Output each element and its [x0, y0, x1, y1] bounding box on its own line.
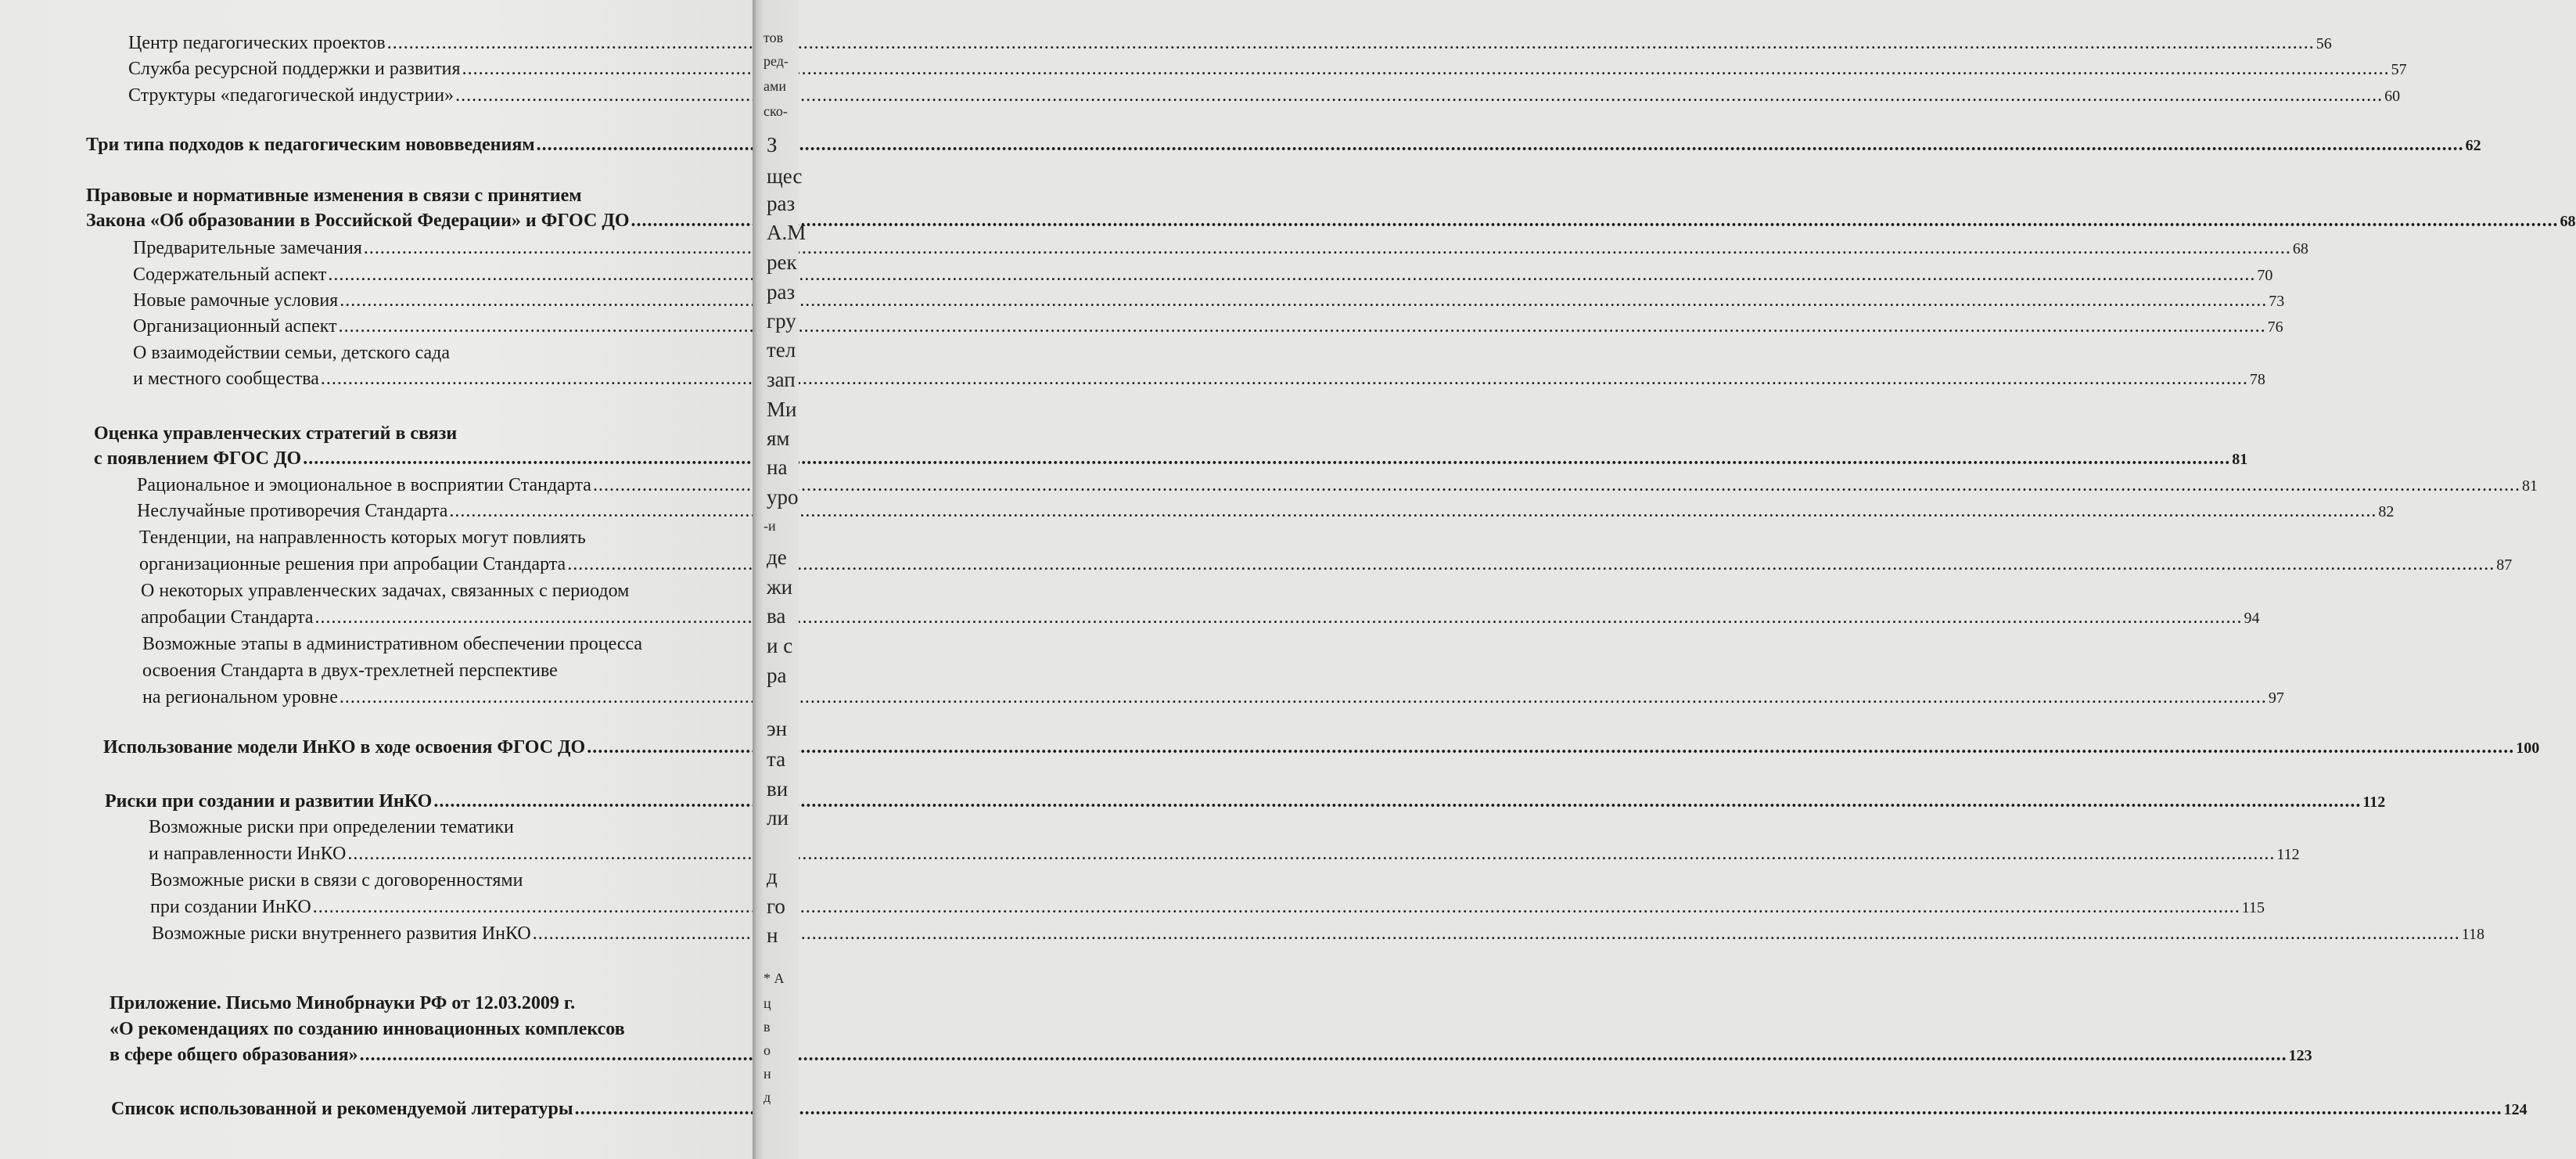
toc-leader-dots — [339, 316, 2266, 337]
toc-leader-dots — [449, 501, 2377, 522]
toc-entry-title-line: на региональном уровне — [142, 687, 338, 707]
adjacent-text-fragment: -и — [763, 518, 776, 534]
toc-leader-dots — [567, 554, 2495, 575]
toc-leader-dots — [631, 211, 2559, 232]
toc-section-title-line: Закона «Об образовании в Российской Федерации» и ФГОС ДО — [86, 211, 630, 231]
toc-leader-dots — [575, 1099, 2502, 1120]
toc-entry-title: Служба ресурсной поддержки и развития — [128, 59, 461, 79]
adjacent-page-edge — [753, 0, 807, 1159]
toc-page-number: 112 — [2276, 846, 2300, 863]
toc-entry-title-line[interactable]: Тенденции, на направленность которых могут повлиять — [139, 527, 586, 548]
adjacent-text-fragment: зап — [767, 368, 796, 391]
toc-entry-title-line[interactable]: Возможные этапы в административном обеспечении процесса — [142, 634, 643, 654]
toc-section-title: Использование модели ИнКО в ходе освоения ФГОС ДО — [103, 737, 586, 758]
toc-page-number: 97 — [2268, 689, 2284, 707]
toc-entry-title-line: и местного сообщества — [133, 369, 319, 389]
adjacent-text-fragment: ами — [763, 78, 787, 94]
toc-leader-dots — [593, 475, 2520, 496]
toc-page-number: 56 — [2316, 35, 2332, 52]
adjacent-text-fragment: д — [767, 865, 778, 888]
toc-page-number: 94 — [2244, 610, 2260, 627]
toc-entry-title-line[interactable]: О некоторых управленческих задачах, связанных с периодом — [141, 581, 630, 601]
toc-leader-dots — [462, 59, 2390, 80]
adjacent-text-fragment: и с — [767, 634, 793, 657]
adjacent-text-fragment: эн — [767, 717, 788, 740]
toc-page-number: 81 — [2521, 477, 2538, 495]
toc-page-number: 118 — [2461, 926, 2484, 943]
toc-entry[interactable] — [133, 265, 2273, 286]
adjacent-text-fragment: рек — [767, 250, 797, 274]
toc-entry-title-line[interactable]: Возможные риски при определении тематики — [149, 817, 514, 837]
toc-section[interactable] — [105, 791, 2386, 812]
toc-section-title: Риски при создании и развитии ИнКО — [105, 791, 433, 812]
toc-section-title-line: с появлением ФГОС ДО — [94, 448, 302, 469]
toc-entry-title: Структуры «педагогической индустрии» — [128, 85, 454, 106]
adjacent-text-fragment: на — [767, 455, 788, 479]
toc-entry-title: Организационный аспект — [133, 316, 337, 337]
toc-entry[interactable] — [137, 475, 2538, 496]
toc-section[interactable] — [111, 1099, 2527, 1120]
toc-leader-dots — [587, 737, 2514, 758]
adjacent-text-fragment: А.М — [767, 221, 807, 244]
adjacent-text-fragment: тов — [763, 30, 784, 45]
toc-section[interactable] — [103, 737, 2540, 758]
adjacent-text-fragment: ям — [767, 427, 790, 450]
toc-entry-title-line[interactable]: Возможные риски в связи с договоренностями — [150, 870, 523, 891]
toc-leader-dots — [433, 791, 2361, 812]
toc-entry-title-line: при создании ИнКО — [150, 897, 311, 917]
adjacent-text-fragment: ц — [763, 995, 771, 1011]
toc-page-number: 62 — [2465, 137, 2481, 154]
toc-section-title-line[interactable]: «О рекомендациях по созданию инновационных комплексов — [110, 1019, 625, 1039]
toc-entry-title-line: апробации Стандарта — [141, 607, 314, 628]
toc-leader-dots — [303, 448, 2230, 470]
toc-entry-title-line[interactable]: О взаимодействии семьи, детского сада — [133, 343, 451, 363]
toc-page-number: 68 — [2560, 213, 2576, 230]
toc-section-title-line[interactable]: Оценка управленческих стратегий в связи — [94, 423, 458, 444]
toc-page-number: 76 — [2267, 319, 2283, 336]
adjacent-text-fragment: жи — [767, 575, 793, 599]
toc-leader-dots — [340, 290, 2267, 311]
toc-leader-dots — [537, 135, 2464, 156]
toc-page-number: 68 — [2292, 240, 2308, 257]
toc-section-title-line[interactable]: Правовые и нормативные изменения в связи с принятием — [86, 185, 582, 206]
adjacent-text-fragment: ско- — [763, 103, 788, 119]
toc-page-number: 73 — [2269, 293, 2285, 310]
adjacent-text-fragment: тел — [767, 338, 796, 362]
toc-page-number: 78 — [2249, 371, 2265, 388]
toc-entry[interactable] — [128, 33, 2332, 54]
toc-entry-title: Рациональное и эмоциональное в восприятии Стандарта — [137, 475, 591, 495]
adjacent-text-fragment: Ми — [767, 398, 797, 421]
toc-page-number: 60 — [2384, 88, 2401, 105]
adjacent-text-fragment: З — [767, 133, 778, 157]
toc-section-title: Три типа подходов к педагогическим нововведениям — [86, 135, 535, 155]
toc-section-title-line: в сфере общего образования» — [110, 1045, 358, 1065]
adjacent-text-fragment: раз — [767, 192, 796, 215]
toc-section[interactable] — [86, 135, 2481, 156]
toc-section[interactable] — [86, 211, 2576, 232]
toc-leader-dots — [533, 923, 2460, 945]
adjacent-text-fragment: ви — [767, 777, 789, 801]
toc-leader-dots — [315, 607, 2243, 628]
adjacent-text-fragment: го — [767, 894, 785, 918]
adjacent-text-fragment: щес — [767, 164, 803, 188]
toc-page-number: 124 — [2503, 1101, 2527, 1118]
toc-page-number: 70 — [2257, 267, 2273, 284]
adjacent-text-fragment: гру — [767, 309, 796, 333]
toc-leader-dots — [340, 687, 2267, 708]
toc-entry-title: Предварительные замечания — [133, 238, 362, 258]
toc-page-number: 82 — [2378, 503, 2395, 520]
toc-entry-title-line: и направленности ИнКО — [149, 844, 347, 864]
adjacent-text-fragment: в — [763, 1019, 771, 1035]
toc-entry[interactable] — [152, 923, 2484, 945]
toc-page-number: 115 — [2241, 899, 2265, 916]
adjacent-text-fragment: н — [763, 1066, 771, 1082]
toc-entry[interactable] — [149, 844, 2300, 865]
toc-page-number: 100 — [2516, 740, 2540, 757]
toc-leader-dots — [321, 369, 2248, 390]
adjacent-text-fragment: ли — [767, 806, 789, 830]
toc-entry-title-line[interactable]: освоения Стандарта в двух-трехлетней перспективе — [142, 660, 558, 681]
toc-entry-title: Возможные риски внутреннего развития ИнКО — [152, 923, 531, 944]
toc-entry-title: Центр педагогических проектов — [128, 33, 386, 53]
toc-section-title: Список использованной и рекомендуемой литературы — [111, 1099, 573, 1119]
toc-entry[interactable] — [137, 501, 2395, 522]
adjacent-text-fragment: уро — [767, 485, 799, 509]
adjacent-text-fragment: н — [767, 923, 778, 947]
toc-entry[interactable] — [133, 238, 2308, 259]
toc-section-title-line[interactable]: Приложение. Письмо Минобрнауки РФ от 12.03.2009 г. — [110, 993, 576, 1013]
toc-leader-dots — [387, 33, 2315, 54]
toc-leader-dots — [347, 844, 2275, 865]
adjacent-text-fragment: раз — [767, 280, 796, 304]
toc-page-number: 112 — [2362, 794, 2386, 811]
adjacent-text-fragment: де — [767, 545, 787, 569]
toc-page-number: 87 — [2496, 556, 2513, 574]
toc-entry-title: Содержательный аспект — [133, 265, 327, 285]
toc-leader-dots — [364, 238, 2291, 259]
toc-leader-dots — [313, 897, 2240, 918]
toc-page-number: 123 — [2288, 1047, 2312, 1064]
toc-entry[interactable] — [142, 687, 2284, 708]
adjacent-text-fragment: ва — [767, 604, 786, 628]
toc-page-number: 57 — [2391, 61, 2407, 78]
adjacent-text-fragment: ред- — [763, 53, 789, 69]
adjacent-text-fragment: та — [767, 747, 786, 771]
toc-leader-dots — [455, 85, 2383, 106]
adjacent-text-fragment: * А — [763, 970, 785, 986]
adjacent-text-fragment: ра — [767, 664, 787, 687]
toc-entry-title: Неслучайные противоречия Стандарта — [137, 501, 448, 521]
adjacent-text-fragment: о — [763, 1042, 771, 1058]
toc-entry-title: Новые рамочные условия — [133, 290, 339, 311]
adjacent-text-fragment: д — [763, 1089, 771, 1105]
toc-leader-dots — [328, 265, 2255, 286]
toc-page-number: 81 — [2232, 451, 2248, 468]
toc-leader-dots — [360, 1045, 2287, 1066]
toc-entry-title-line: организационные решения при апробации Стандарта — [139, 554, 566, 574]
toc-section[interactable] — [110, 1045, 2312, 1066]
